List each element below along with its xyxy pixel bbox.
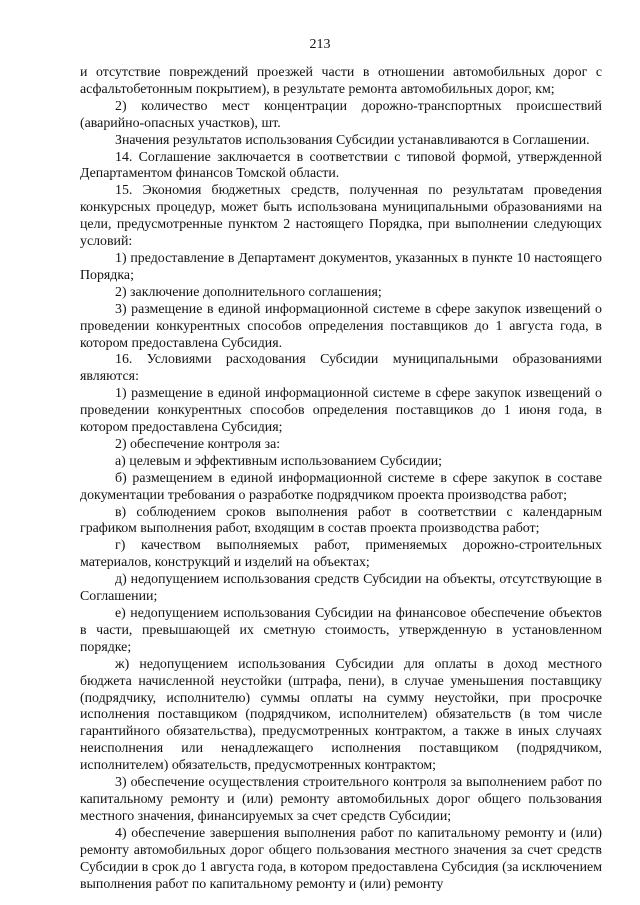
document-body bbox=[80, 65, 602, 893]
paragraph-16-item-2g: г) качеством выполняемых работ, применяемых дорожно-строительных материалов, конструкций и изделий на объектах; bbox=[80, 538, 602, 571]
paragraph-15-item-2: 2) заключение дополнительного соглашения; bbox=[115, 284, 382, 300]
paragraph-15-item-3: 3) размещение в единой информационной системе в сфере закупок извещений о проведении конкурентных способов определения поставщиков до 1 августа года, в котором предоставлена Субсидия. bbox=[80, 301, 602, 351]
paragraph-result-values: Значения результатов использования Субсидии устанавливаются в Соглашении. bbox=[115, 132, 590, 148]
paragraph-16-item-2: 2) обеспечение контроля за: bbox=[115, 436, 281, 452]
page-number: 213 bbox=[309, 37, 331, 52]
paragraph-16-item-2b: б) размещением в единой информационной системе в сфере закупок в составе документации требования о разработке подрядчиком проекта производства работ; bbox=[80, 470, 602, 503]
paragraph-16-conditions: 16. Условиями расходования Субсидии муниципальными образованиями являются: bbox=[80, 352, 602, 385]
paragraph-16-item-1: 1) размещение в единой информационной системе в сфере закупок извещений о проведении конкурентных способов определения поставщиков до 1 июня года, в котором предоставлена Субсидия; bbox=[80, 386, 602, 436]
paragraph-16-item-4: 4) обеспечение завершения выполнения работ по капитальному ремонту и (или) ремонту автомобильных дорог общего пользования местного значения за счет средств Субсидии в срок до 1 августа года, в котором предоставлена Субсидия (за исключением выполнения работ по капитальному ремонту и (или) ремонту bbox=[80, 825, 602, 892]
paragraph-16-item-2a: а) целевым и эффективным использованием Субсидии; bbox=[115, 453, 443, 469]
paragraph-16-item-2e: е) недопущением использования Субсидии на финансовое обеспечение объектов в части, превышающей их сметную стоимость, утвержденную в установленном порядке; bbox=[80, 606, 602, 655]
paragraph-16-item-3: 3) обеспечение осуществления строительного контроля за выполнением работ по капитальному ремонту и (или) ремонту автомобильных дорог общего пользования местного значения, финансируемых за счет средств Субсидии; bbox=[80, 775, 602, 824]
paragraph-16-item-2v: в) соблюдением сроков выполнения работ в соответствии с календарным графиком выполнения работ, входящим в состав проекта производства работ; bbox=[80, 504, 602, 537]
paragraph-continuation: и отсутствие повреждений проезжей части в отношении автомобильных дорог с асфальтобетонным покрытием), в результате ремонта автомобильных дорог, км; bbox=[80, 65, 602, 97]
paragraph-item-2-accident-sites: 2) количество мест концентрации дорожно-транспортных происшествий (аварийно-опасных участков), шт. bbox=[80, 98, 602, 131]
paragraph-15-savings: 15. Экономия бюджетных средств, полученная по результатам проведения конкурсных процедур, может быть использована муниципальными образованиями на цели, предусмотренные пунктом 2 настоящего Порядка, при выполнении следующих условий: bbox=[80, 183, 602, 250]
paragraph-16-item-2zh: ж) недопущением использования Субсидии для оплаты в доход местного бюджета начисленной неустойки (штрафа, пени), в случае уменьшения поставщику (подрядчику, исполнителю) суммы оплаты на сумму неустойки, при просрочке исполнения поставщиком (подрядчиком, исполнителем) обязательств (в том числе гарантийного обязательства), предусмотренных контрактом, а также в иных случаях неисполнения или ненадлежащего исполнения поставщиком (подрядчиком, исполнителем) обязательств, предусмотренных контрактом; bbox=[80, 656, 602, 774]
paragraph-15-item-1: 1) предоставление в Департамент документов, указанных в пункте 10 настоящего Порядка; bbox=[80, 250, 602, 283]
paragraph-16-item-2d: д) недопущением использования средств Субсидии на объекты, отсутствующие в Соглашении; bbox=[80, 572, 602, 605]
paragraph-14-agreement: 14. Соглашение заключается в соответствии с типовой формой, утвержденной Департаментом финансов Томской области. bbox=[80, 149, 602, 182]
